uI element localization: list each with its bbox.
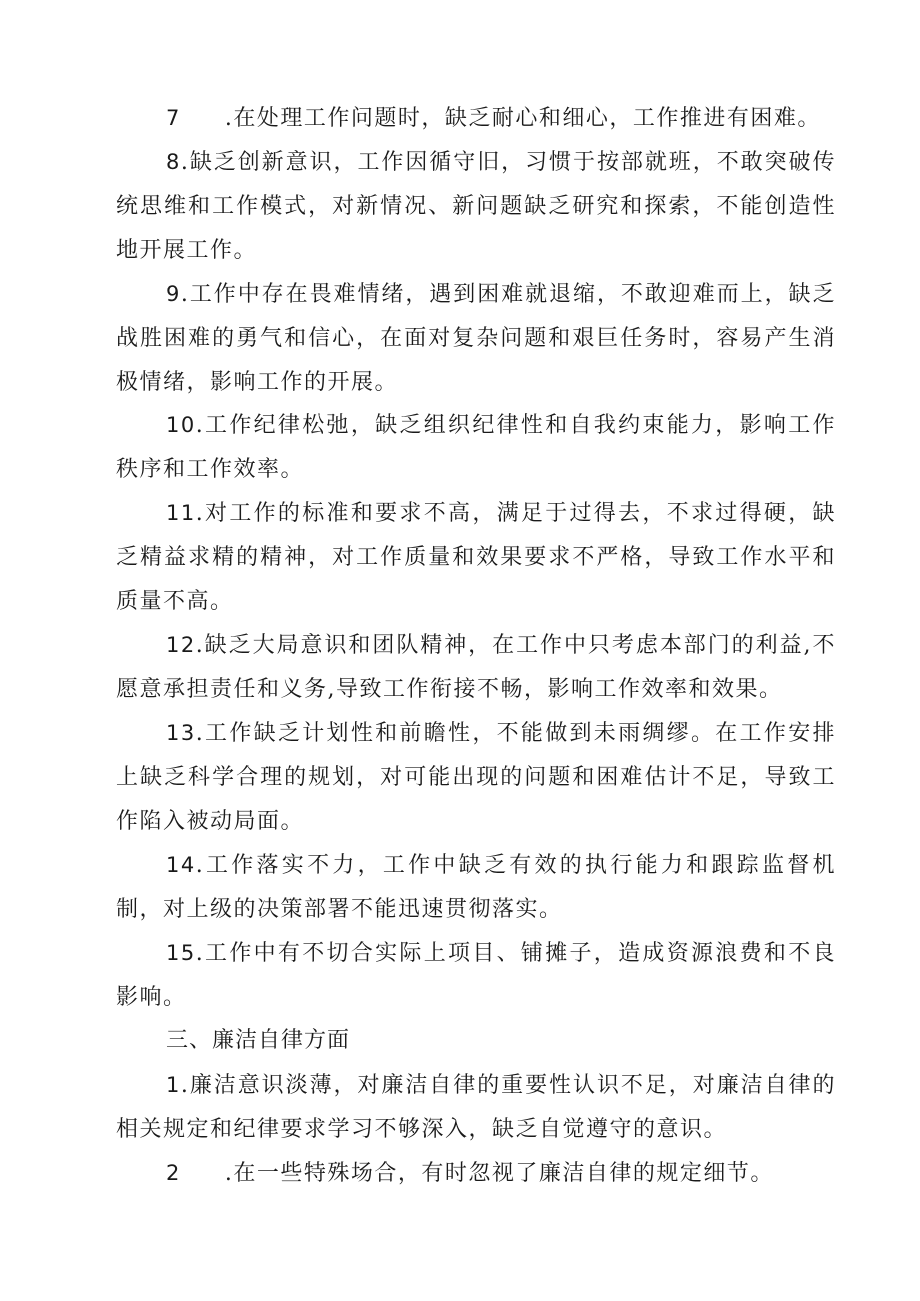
item-text: .工作纪律松弛，缺乏组织纪律性和自我约束能力，影响工作秩序和工作效率。 — [116, 413, 836, 482]
section-heading: 三、廉洁自律方面 — [166, 1028, 351, 1053]
list-item-work-9 — [116, 272, 836, 405]
list-item-work-10 — [116, 403, 836, 492]
item-text: .缺乏大局意识和团队精神，在工作中只考虑本部门的利益,不愿意承担责任和义务,导致工作衔接不畅，影响工作效率和效果。 — [116, 633, 836, 702]
item-text: .工作落实不力，工作中缺乏有效的执行能力和跟踪监督机制，对上级的决策部署不能迅速贯彻落实。 — [116, 853, 836, 922]
item-number: 15 — [166, 941, 196, 965]
item-number: 14 — [166, 853, 196, 877]
list-item-integrity-2 — [116, 1151, 836, 1196]
item-number: 8 — [166, 150, 181, 174]
list-item-work-14 — [116, 843, 836, 932]
list-item-integrity-1 — [116, 1063, 836, 1152]
list-item-work-13 — [116, 711, 836, 844]
item-number: 12 — [166, 633, 196, 657]
item-text: .工作缺乏计划性和前瞻性，不能做到未雨绸缪。在工作安排上缺乏科学合理的规划，对可能出现的问题和困难估计不足，导致工作陷入被动局面。 — [116, 721, 836, 834]
item-text: .廉洁意识淡薄，对廉洁自律的重要性认识不足，对廉洁自律的相关规定和纪律要求学习不够深入，缺乏自觉遵守的意识。 — [116, 1073, 836, 1142]
item-number: 10 — [166, 413, 196, 437]
item-text: .在处理工作问题时，缺乏耐心和细心，工作推进有困难。 — [224, 106, 821, 131]
list-item-work-8 — [116, 140, 836, 273]
list-item-work-12 — [116, 623, 836, 712]
item-number: 11 — [166, 501, 196, 525]
list-item-work-11 — [116, 491, 836, 624]
item-text: .工作中存在畏难情绪，遇到困难就退缩，不敢迎难而上，缺乏战胜困难的勇气和信心，在面对复杂问题和艰巨任务时，容易产生消极情绪，影响工作的开展。 — [116, 282, 836, 395]
item-text: .在一些特殊场合，有时忽视了廉洁自律的规定细节。 — [224, 1161, 774, 1186]
list-item-work-15 — [116, 931, 836, 1020]
item-number: 2 — [166, 1161, 181, 1185]
item-number: 7 — [166, 106, 181, 130]
item-number: 9 — [166, 282, 181, 306]
list-item-work-7 — [116, 96, 836, 141]
item-text: .缺乏创新意识，工作因循守旧，习惯于按部就班，不敢突破传统思维和工作模式，对新情况、新问题缺乏研究和探索，不能创造性地开展工作。 — [116, 150, 836, 263]
item-number: 1 — [166, 1073, 181, 1097]
item-text: .对工作的标准和要求不高，满足于过得去，不求过得硬，缺乏精益求精的精神，对工作质量和效果要求不严格，导致工作水平和质量不高。 — [116, 501, 836, 614]
item-text: .工作中有不切合实际上项目、铺摊子，造成资源浪费和不良影响。 — [116, 941, 836, 1010]
item-number: 13 — [166, 721, 196, 745]
